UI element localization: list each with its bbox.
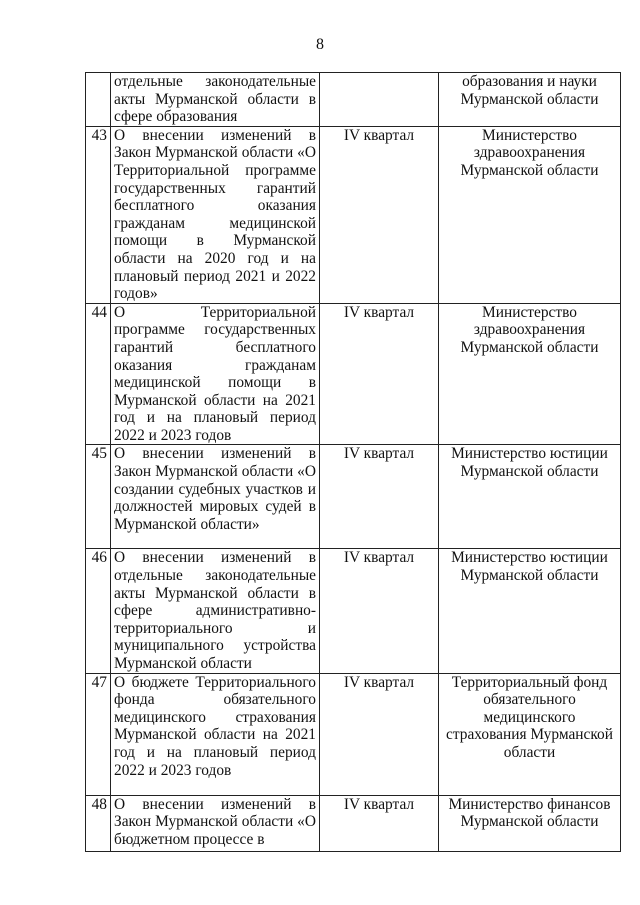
row-number: 47 (86, 673, 111, 795)
act-title: О внесении изменений в Закон Мурманской области «О Территориальной программе государственных гарантий бесплатного оказания гражданам медицинской помощи в Мурманской области на 2020 год и на плановый период 2021 и 2022 годов» (111, 126, 320, 303)
table-row (86, 795, 621, 851)
responsible-body: Министерство юстиции Мурманской области (439, 549, 621, 673)
table-row (86, 73, 621, 127)
period-cell: IV квартал (320, 549, 439, 673)
period-cell: IV квартал (320, 126, 439, 303)
table-row (86, 445, 621, 549)
period-cell: IV квартал (320, 795, 439, 851)
table-row (86, 126, 621, 303)
row-number: 46 (86, 549, 111, 673)
act-title: О внесении изменений в отдельные законодательные акты Мурманской области в сфере административно-территориального и муниципального устройства Мурманской области (111, 549, 320, 673)
responsible-body: Министерство финансов Мурманской области (439, 795, 621, 851)
legislative-plan-table (85, 72, 621, 852)
period-cell: IV квартал (320, 445, 439, 549)
responsible-body: Министерство здравоохранения Мурманской области (439, 303, 621, 445)
act-title: О бюджете Территориального фонда обязательного медицинского страхования Мурманской области на 2021 год и на плановый период 2022 и 2023 годов (111, 673, 320, 795)
table-row (86, 303, 621, 445)
table-row (86, 673, 621, 795)
act-title: О Территориальной программе государственных гарантий бесплатного оказания гражданам медицинской помощи в Мурманской области на 2021 год и на плановый период 2022 и 2023 годов (111, 303, 320, 445)
row-number: 43 (86, 126, 111, 303)
period-cell (320, 73, 439, 127)
row-number: 44 (86, 303, 111, 445)
responsible-body: Министерство здравоохранения Мурманской области (439, 126, 621, 303)
period-cell: IV квартал (320, 303, 439, 445)
responsible-body: образования и науки Мурманской области (439, 73, 621, 127)
act-title: О внесении изменений в Закон Мурманской области «О создании судебных участков и должностей мировых судей в Мурманской области» (111, 445, 320, 549)
responsible-body: Министерство юстиции Мурманской области (439, 445, 621, 549)
row-number: 45 (86, 445, 111, 549)
row-number (86, 73, 111, 127)
act-title: О внесении изменений в Закон Мурманской области «О бюджетном процессе в (111, 795, 320, 851)
page-number: 8 (316, 36, 324, 53)
row-number: 48 (86, 795, 111, 851)
responsible-body: Территориальный фонд обязательного медицинского страхования Мурманской области (439, 673, 621, 795)
period-cell: IV квартал (320, 673, 439, 795)
act-title: отдельные законодательные акты Мурманской области в сфере образования (111, 73, 320, 127)
table-row (86, 549, 621, 673)
